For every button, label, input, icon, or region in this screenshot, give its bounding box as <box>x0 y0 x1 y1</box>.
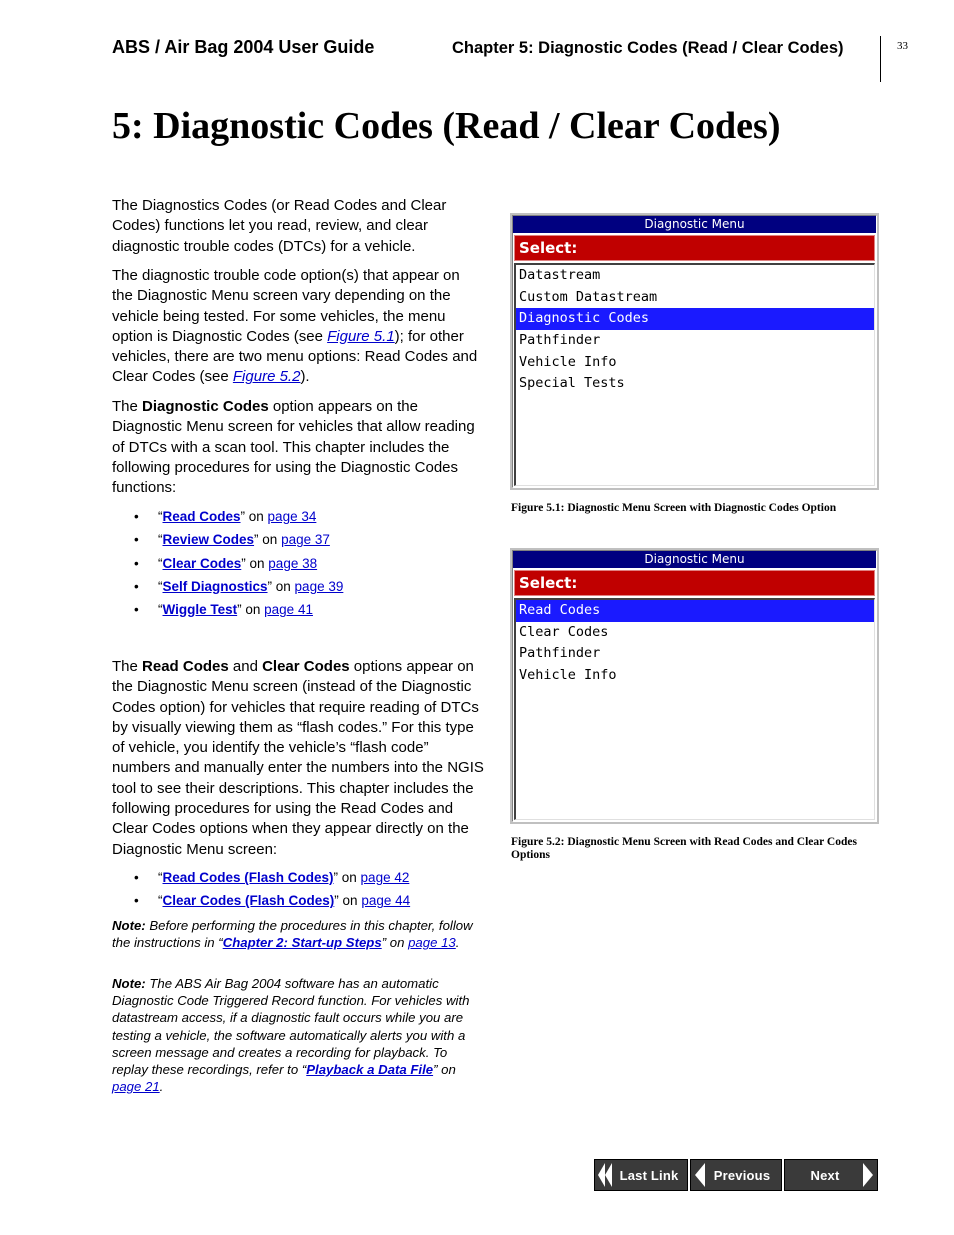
list-item <box>134 508 343 531</box>
page-number: 33 <box>897 40 908 52</box>
on-text: ” on <box>334 893 362 909</box>
menu-item-custom-datastream[interactable]: Custom Datastream <box>519 288 658 305</box>
open-quote: “ <box>158 509 163 524</box>
menu-item-pathfinder[interactable]: Pathfinder <box>519 332 601 349</box>
menu-item-pathfinder[interactable]: Pathfinder <box>519 645 601 662</box>
bullet-icon: • <box>134 870 139 885</box>
note-2 <box>112 975 484 1095</box>
para2-text-b: ); for other vehicles, there are two menu options: Read Codes and Clear Codes (see <box>112 327 478 386</box>
para4-bold-2: Clear Codes <box>262 658 350 675</box>
figure-5-1-caption: Figure 5.1: Diagnostic Menu Screen with Diagnostic Codes Option <box>511 502 837 514</box>
guide-title: ABS / Air Bag 2004 User Guide <box>112 37 375 57</box>
playback-link[interactable]: Playback a Data File <box>306 1062 434 1078</box>
on-text: ” on <box>333 870 361 885</box>
previous-button[interactable] <box>690 1159 782 1191</box>
on-text: ” on <box>241 555 269 571</box>
review-codes-link[interactable]: Review Codes <box>162 532 255 548</box>
para2-text-a: The diagnostic trouble code option(s) that appear on the Diagnostic Menu screen vary depending on the vehicle being tested. For some vehicles, the menu option is Diagnostic Codes (see <box>112 267 460 345</box>
clear-codes-link[interactable]: Clear Codes <box>162 555 242 571</box>
chapter-2-link[interactable]: Chapter 2: Start-up Steps <box>222 935 382 951</box>
page-title: 5: Diagnostic Codes (Read / Clear Codes) <box>112 105 781 147</box>
list-item <box>134 531 343 554</box>
self-diagnostics-link[interactable]: Self Diagnostics <box>162 578 268 594</box>
para4-text-c: options appear on the Diagnostic Menu screen (instead of the Diagnostic Codes option) for vehicles that require reading of DTCs by visually viewing them as “flash codes.” For this type of vehicle, you identify the vehicle’s “flash code” numbers and manually enter the numbers into the NGIS tool to see their descriptions. This chapter includes the following procedures for using the Read Codes and Clear Codes options when they appear directly on the Diagnostic Menu screen: <box>112 658 484 858</box>
clear-codes-flash-link[interactable]: Clear Codes (Flash Codes) <box>162 893 335 909</box>
figure-5-2-caption: Figure 5.2: Diagnostic Menu Screen with Read Codes and Clear Codes Options <box>511 836 857 861</box>
paragraph-1: The Diagnostics Codes (or Read Codes and Clear Codes) functions let you read, review, and clear diagnostic trouble codes (DTCs) for a vehicle. <box>112 197 447 255</box>
open-quote: “ <box>158 555 163 571</box>
para4-bold-1: Read Codes <box>142 658 229 675</box>
menu-item-read-codes[interactable]: Read Codes <box>516 600 874 622</box>
page-38-link[interactable]: page 38 <box>268 555 318 571</box>
note-label: Note: <box>112 918 146 933</box>
note2-text-c: . <box>159 1079 164 1095</box>
paragraph-3 <box>112 397 484 498</box>
intro-paragraph <box>112 196 484 257</box>
chapter-header: Chapter 5: Diagnostic Codes (Read / Clear Codes) <box>452 39 844 57</box>
figure-5-1-link[interactable]: Figure 5.1 <box>327 327 395 345</box>
list-item <box>134 555 343 578</box>
page-41-link[interactable]: page 41 <box>264 602 313 618</box>
page-34-link[interactable]: page 34 <box>267 509 317 524</box>
window-title: Diagnostic Menu <box>513 551 876 568</box>
para3-text-b: option appears on the Diagnostic Menu screen for vehicles that allow reading of DTCs with a scan tool. This chapter includes the following procedures for using the Diagnostic Codes functions: <box>112 398 475 497</box>
bullet-icon: • <box>134 893 139 909</box>
page-37-link[interactable]: page 37 <box>281 532 330 548</box>
diagnostic-menu-screen-2 <box>510 548 879 824</box>
bullet-icon: • <box>134 532 139 548</box>
page-42-link[interactable]: page 42 <box>360 870 410 885</box>
note2-text-b: ” on <box>433 1062 456 1078</box>
open-quote: “ <box>158 578 163 594</box>
menu-item-vehicle-info[interactable]: Vehicle Info <box>519 667 617 684</box>
menu-item-clear-codes[interactable]: Clear Codes <box>519 623 609 640</box>
last-link-label: Last Link <box>619 1167 679 1183</box>
menu-list <box>514 263 875 486</box>
page-13-link[interactable]: page 13 <box>408 935 456 951</box>
paragraph-4 <box>112 657 484 860</box>
list-item <box>134 869 410 892</box>
list-item <box>134 601 343 624</box>
para4-text-a: The <box>112 658 143 675</box>
menu-item-datastream[interactable]: Datastream <box>519 267 601 283</box>
diagnostic-menu-screen-1 <box>510 213 879 490</box>
previous-label: Previous <box>713 1167 771 1183</box>
list-item <box>134 578 343 601</box>
figure-5-2-link[interactable]: Figure 5.2 <box>232 368 301 386</box>
bullet-icon: • <box>134 602 139 618</box>
note-1 <box>112 917 484 951</box>
wiggle-test-link[interactable]: Wiggle Test <box>162 602 238 618</box>
on-text: ” on <box>240 509 268 524</box>
select-label: Select: <box>514 570 875 596</box>
next-button[interactable] <box>784 1159 878 1191</box>
last-link-button[interactable] <box>594 1159 688 1191</box>
note1-text-b: ” on <box>381 935 409 951</box>
open-quote: “ <box>158 532 163 548</box>
open-quote: “ <box>158 893 163 909</box>
paragraph-2 <box>112 266 484 388</box>
arrow-right-icon <box>862 1161 874 1189</box>
open-quote: “ <box>158 870 163 885</box>
note1-text-a: Before performing the procedures in this chapter, follow the instructions in “ <box>112 918 473 951</box>
arrow-left-icon <box>694 1161 706 1189</box>
para2-text-c: ). <box>300 368 310 386</box>
select-label: Select: <box>514 235 875 261</box>
page-44-link[interactable]: page 44 <box>361 893 411 909</box>
read-codes-link[interactable]: Read Codes <box>162 509 241 524</box>
on-text: ” on <box>267 578 295 594</box>
bullet-icon: • <box>134 555 139 571</box>
page-39-link[interactable]: page 39 <box>294 578 344 594</box>
menu-item-vehicle-info[interactable]: Vehicle Info <box>519 353 617 370</box>
list-item <box>134 892 410 915</box>
para3-bold: Diagnostic Codes <box>142 398 269 415</box>
on-text: ” on <box>254 532 282 548</box>
page-21-link[interactable]: page 21 <box>112 1079 160 1095</box>
flash-codes-list <box>134 869 410 916</box>
bullet-icon: • <box>134 509 139 524</box>
para3-text-a: The <box>112 398 143 415</box>
note-label: Note: <box>112 976 146 991</box>
menu-item-special-tests[interactable]: Special Tests <box>519 375 625 392</box>
on-text: ” on <box>237 602 265 618</box>
procedures-list <box>134 508 343 624</box>
next-label: Next <box>810 1167 840 1183</box>
menu-list <box>514 598 875 820</box>
read-codes-flash-link[interactable]: Read Codes (Flash Codes) <box>162 870 334 885</box>
window-title: Diagnostic Menu <box>513 216 876 233</box>
note1-text-c: . <box>455 935 460 951</box>
header-divider <box>880 36 881 82</box>
double-arrow-left-icon <box>597 1161 613 1189</box>
para4-text-b: and <box>228 658 263 675</box>
open-quote: “ <box>158 602 163 618</box>
bullet-icon: • <box>134 578 139 594</box>
menu-item-diagnostic-codes[interactable]: Diagnostic Codes <box>516 308 874 330</box>
note2-text-a: The ABS Air Bag 2004 software has an automatic Diagnostic Code Triggered Record function. For vehicles with datastream access, if a diagnostic fault occurs while you are testing a vehicle, the software automatically alerts you with a screen message and creates a recording for playback. To replay these recordings, refer to “ <box>112 976 470 1078</box>
